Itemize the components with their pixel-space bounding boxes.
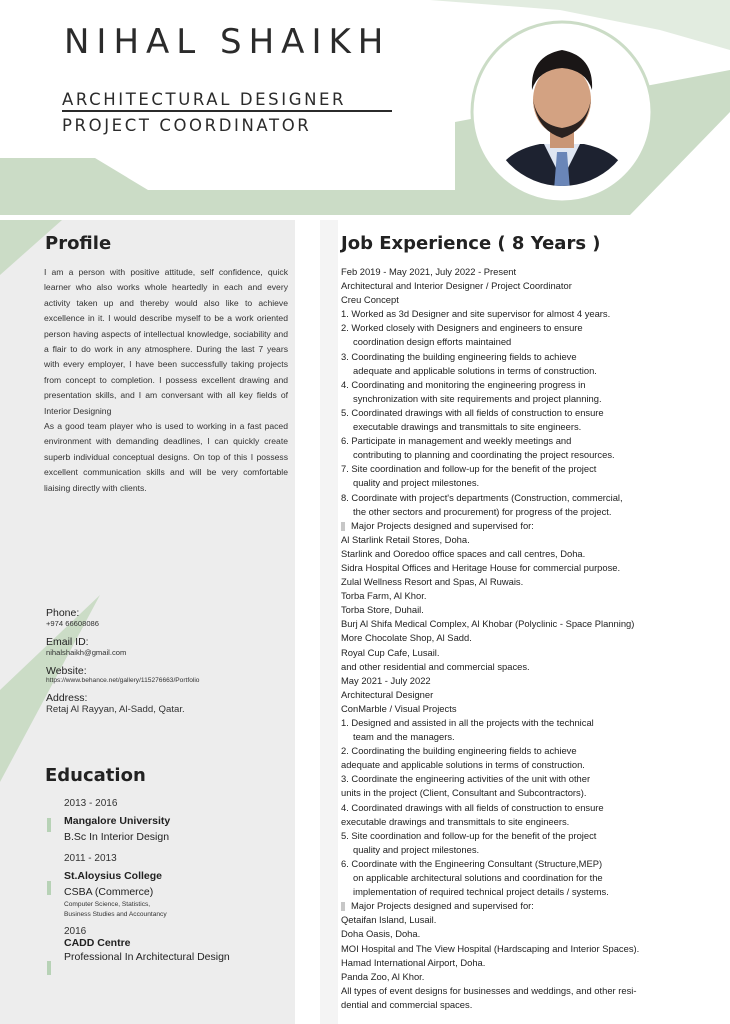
duty-line: quality and project milestones. (353, 477, 480, 489)
education-degree: CSBA (Commerce) (64, 886, 154, 898)
project-line: Hamad International Airport, Doha. (341, 956, 486, 968)
job-dates: May 2021 - July 2022 (341, 674, 431, 686)
right-green-strip (320, 220, 338, 1024)
projects-heading (341, 899, 721, 913)
duty-line: 3. Coordinate the engineering activities of the unit with other (341, 773, 591, 785)
duty-line: 6. Participate in management and weekly meetings and (341, 435, 572, 447)
duty-line: adequate and applicable solutions in terms of construction. (341, 759, 585, 771)
duty-line: 6. Coordinate with the Engineering Consultant (Structure,MEP) (341, 857, 603, 869)
project-line: Sidra Hospital Offices and Heritage House for commercial purpose. (341, 561, 621, 573)
duty-line: implementation of required technical project details / systems. (353, 886, 609, 898)
job-title: Architectural and Interior Designer / Project Coordinator (341, 280, 572, 292)
education-item (64, 853, 294, 920)
projects-marker (341, 902, 345, 911)
projects-marker (341, 522, 345, 531)
contact-block (46, 607, 290, 715)
duty-line: quality and project milestones. (353, 843, 480, 855)
education-marker-3 (47, 961, 51, 975)
education-heading: Education (45, 765, 146, 786)
duty-line: adequate and applicable solutions in terms of construction. (353, 364, 597, 376)
duty-line: the other sectors and procurement) for progress of the project. (353, 505, 612, 517)
duty-line: 2. Worked closely with Designers and engineers to ensure (341, 322, 583, 334)
duty-line: 2. Coordinating the building engineering fields to achieve (341, 745, 577, 757)
profile-text (44, 265, 288, 496)
role-divider (62, 110, 392, 112)
job-title: Architectural Designer (341, 688, 434, 700)
role-title-2: PROJECT COORDINATOR (62, 116, 312, 135)
role-title-1: ARCHITECTURAL DESIGNER (62, 90, 347, 109)
duty-line: 7. Site coordination and follow-up for the benefit of the project (341, 463, 597, 475)
project-line: Torba Farm, Al Khor. (341, 590, 427, 602)
project-line: All types of event designs for businesses and weddings, and other resi- (341, 984, 637, 996)
education-degree: Professional In Architectural Design (64, 951, 230, 963)
experience-block (341, 265, 721, 1012)
profile-paragraph-1: I am a person with positive attitude, self confidence, quick learner who also works whole heartedly in each and every activity taken up and thereby would also like to achieve excellence in it. I would describe myself to be a work oriented person having aspects of intellectual knowledge, sociability and a flair to do work in any atmosphere. During the last 7 years with every employer, I have been successfully taking projects from concept to completion. I possess excellent drawing and presentation skills, and I am conversant with all key fields of Interior Designing (44, 267, 288, 416)
email-value[interactable]: nihalshaikh@gmail.com (46, 648, 127, 657)
duty-line: 5. Site coordination and follow-up for the benefit of the project (341, 829, 597, 841)
education-item (64, 926, 294, 963)
project-line: Starlink and Ooredoo office spaces and call centres, Doha. (341, 547, 586, 559)
project-line: dential and commercial spaces. (341, 998, 473, 1010)
education-subjects-1: Computer Science, Statistics, (64, 901, 151, 908)
duty-line: coordination design efforts maintained (353, 336, 512, 348)
job-company: ConMarble / Visual Projects (341, 702, 457, 714)
duty-line: 1. Worked as 3d Designer and site supervisor for almost 4 years. (341, 308, 611, 320)
duty-line: 8. Coordinate with project's departments (Construction, commercial, (341, 491, 623, 503)
phone-label: Phone: (46, 607, 80, 619)
project-line: Qetaifan Island, Lusail. (341, 914, 437, 926)
project-line: Royal Cup Cafe, Lusail. (341, 646, 440, 658)
phone-value: +974 66608086 (46, 619, 100, 628)
duty-line: 1. Designed and assisted in all the projects with the technical (341, 717, 594, 728)
project-line: Zulal Wellness Resort and Spas, Al Ruwais. (341, 576, 524, 588)
project-line: Panda Zoo, Al Khor. (341, 970, 425, 982)
address-value: Retaj Al Rayyan, Al-Sadd, Qatar. (46, 704, 185, 715)
duty-line: 3. Coordinating the building engineering fields to achieve (341, 350, 577, 362)
project-line: More Chocolate Shop, Al Sadd. (341, 632, 472, 644)
education-institution: St.Aloysius College (64, 870, 163, 882)
duty-line: team and the managers. (353, 731, 455, 743)
experience-heading: Job Experience ( 8 Years ) (341, 233, 601, 254)
duty-line: synchronization with site requirements and project planning. (353, 392, 602, 404)
project-line: and other residential and commercial spaces. (341, 660, 530, 672)
duty-line: contributing to planning and coordinating the project resources. (353, 449, 615, 461)
profile-paragraph-2: As a good team player who is used to working in a fast paced environment with demanding deadlines, I can quickly create superb individual conceptual designs. On top of this I possess excellent communication skills and will be very comfortable liaising directly with clients. (44, 421, 288, 493)
duty-line: executable drawings and transmittals to site engineers. (341, 815, 570, 827)
projects-heading (341, 519, 721, 533)
website-label: Website: (46, 665, 87, 677)
project-line: MOI Hospital and The View Hospital (Hardscaping and Interior Spaces). (341, 942, 640, 954)
job-company: Creu Concept (341, 294, 399, 306)
duty-line: 5. Coordinated drawings with all fields of construction to ensure (341, 406, 604, 418)
project-line: Torba Store, Duhail. (341, 604, 424, 616)
projects-heading-text: Major Projects designed and supervised for: (351, 900, 534, 912)
education-years: 2016 (64, 926, 87, 937)
education-subjects-2: Business Studies and Accountancy (64, 911, 167, 918)
education-degree: B.Sc In Interior Design (64, 831, 170, 843)
project-line: Al Starlink Retail Stores, Doha. (341, 533, 470, 545)
project-line: Burj Al Shifa Medical Complex, Al Khobar (Polyclinic - Space Planning) (341, 618, 635, 630)
education-marker-1 (47, 818, 51, 832)
profile-photo (470, 20, 654, 204)
education-item (64, 798, 294, 843)
project-line: Doha Oasis, Doha. (341, 928, 421, 940)
education-years: 2011 - 2013 (64, 853, 117, 864)
duty-line: on applicable architectural solutions and coordination for the (353, 872, 603, 884)
education-institution: CADD Centre (64, 937, 131, 949)
duty-line: executable drawings and transmittals to site engineers. (353, 421, 582, 433)
person-name: NIHAL SHAIKH (64, 22, 391, 62)
education-marker-2 (47, 881, 51, 895)
projects-heading-text: Major Projects designed and supervised for: (351, 519, 534, 531)
profile-heading: Profile (45, 233, 112, 254)
job-dates: Feb 2019 - May 2021, July 2022 - Present (341, 266, 517, 277)
website-link[interactable]: https://www.behance.net/gallery/115276663/Portfolio (46, 677, 200, 684)
education-institution: Mangalore University (64, 815, 171, 827)
duty-line: 4. Coordinated drawings with all fields of construction to ensure (341, 801, 604, 813)
duty-line: units in the project (Client, Consultant and Subcontractors). (341, 787, 587, 799)
address-label: Address: (46, 692, 88, 704)
education-years: 2013 - 2016 (64, 798, 118, 809)
education-list (64, 792, 294, 963)
email-label: Email ID: (46, 636, 89, 648)
duty-line: 4. Coordinating and monitoring the engineering progress in (341, 378, 586, 390)
